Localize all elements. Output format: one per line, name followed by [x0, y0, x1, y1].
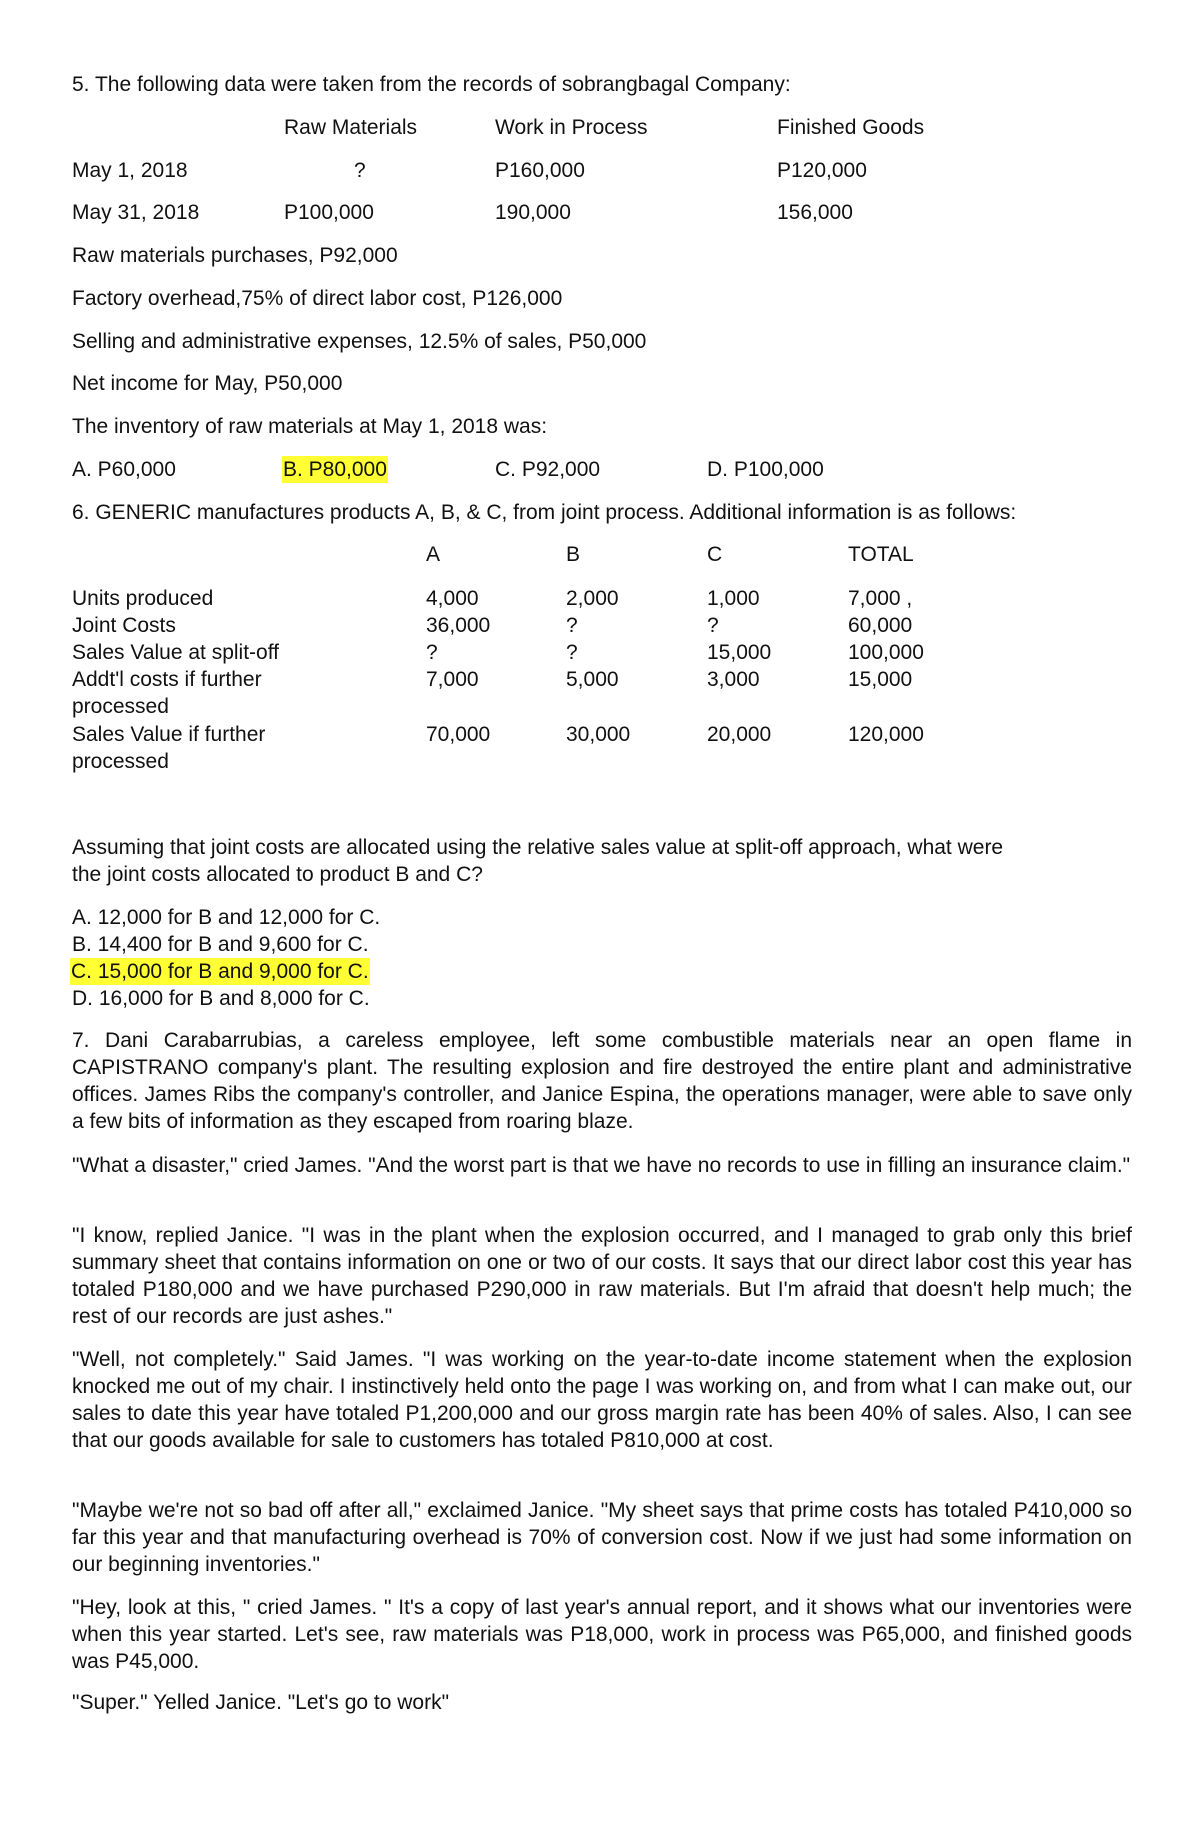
q7-paragraph: 7. Dani Carabarrubias, a careless employee, left some combustible materials near an open flame in CAPISTRANO company's plant. The resulting explosion and fire destroyed the entire plant and administrative offices. James Ribs the company's controller, and Janice Espina, the operations manager, were able to save only a few bits of information as they escaped from roaring blaze.: [72, 1029, 1132, 1133]
q6-cell: 60,000: [848, 614, 913, 637]
q5-row-label: May 31, 2018: [72, 201, 200, 224]
q5-cell: P120,000: [777, 159, 867, 182]
q6-cell: 3,000: [707, 668, 760, 691]
q6-cell: 120,000: [848, 723, 924, 746]
q6-question-line: Assuming that joint costs are allocated using the relative sales value at split-off approach, what were: [72, 836, 1004, 859]
q6-question-line: the joint costs allocated to product B and C?: [72, 863, 483, 886]
q6-cell: ?: [707, 614, 719, 637]
q5-cell: ?: [354, 159, 366, 182]
q6-cell: 4,000: [426, 587, 479, 610]
q6-cell: 5,000: [566, 668, 619, 691]
q5-intro: 5. The following data were taken from the records of sobrangbagal Company:: [72, 73, 791, 96]
q5-choice-b-highlighted: B. P80,000: [283, 458, 387, 481]
q6-cell: 15,000: [848, 668, 913, 691]
q6-choice-b: B. 14,400 for B and 9,600 for C.: [72, 933, 369, 956]
q6-header-b: B: [566, 543, 581, 566]
q6-cell: 15,000: [707, 641, 772, 664]
q6-intro: 6. GENERIC manufactures products A, B, & C, from joint process. Additional information is as follows:: [72, 501, 1017, 524]
q6-header-c: C: [707, 543, 723, 566]
q6-cell: 100,000: [848, 641, 924, 664]
q7-paragraph: "I know, replied Janice. "I was in the plant when the explosion occurred, and I managed to grab only this brief summary sheet that contains information on one or two of our costs. It says that our direct labor cost this year has totaled P180,000 and we have purchased P290,000 in raw materials. But I'm afraid that doesn't help much; the rest of our records are just ashes.": [72, 1224, 1132, 1328]
q6-choice-a: A. 12,000 for B and 12,000 for C.: [72, 906, 381, 929]
q5-cell: 190,000: [495, 201, 571, 224]
q7-paragraph: "Super." Yelled Janice. "Let's go to work": [72, 1691, 450, 1714]
q6-cell: 1,000: [707, 587, 760, 610]
q6-cell: 20,000: [707, 723, 772, 746]
q7-paragraph: "Hey, look at this, " cried James. " It's a copy of last year's annual report, and it shows what our inventories were when this year started. Let's see, raw materials was P18,000, work in process was P65,000, and finished goods was P45,000.: [72, 1596, 1132, 1673]
q5-row-label: May 1, 2018: [72, 159, 188, 182]
q6-row-label-cont: processed: [72, 695, 169, 718]
q5-choice-c: C. P92,000: [495, 458, 601, 481]
q5-cell: P160,000: [495, 159, 585, 182]
q6-row-label: Sales Value if further: [72, 723, 266, 746]
q5-question: The inventory of raw materials at May 1, 2018 was:: [72, 415, 548, 438]
q6-cell: ?: [566, 614, 578, 637]
q6-cell: ?: [566, 641, 578, 664]
q6-cell: 2,000: [566, 587, 619, 610]
q5-header-work-in-process: Work in Process: [495, 116, 648, 139]
q5-choice-d: D. P100,000: [707, 458, 824, 481]
q6-header-total: TOTAL: [848, 543, 914, 566]
q5-fact: Raw materials purchases, P92,000: [72, 244, 398, 267]
q6-header-a: A: [426, 543, 441, 566]
q6-row-label: Units produced: [72, 587, 214, 610]
q6-choice-c-highlighted: C. 15,000 for B and 9,000 for C.: [71, 960, 369, 983]
q5-fact: Net income for May, P50,000: [72, 372, 343, 395]
q5-fact: Selling and administrative expenses, 12.5% of sales, P50,000: [72, 330, 647, 353]
q6-row-label: Joint Costs: [72, 614, 176, 637]
q7-paragraph: "Maybe we're not so bad off after all," exclaimed Janice. "My sheet says that prime costs has totaled P410,000 so far this year and that manufacturing overhead is 70% of conversion cost. Now if we just had some information on our beginning inventories.": [72, 1499, 1132, 1576]
q5-fact: Factory overhead,75% of direct labor cost, P126,000: [72, 287, 563, 310]
q5-cell: P100,000: [284, 201, 374, 224]
q7-paragraph: "What a disaster," cried James. "And the worst part is that we have no records to use in filling an insurance claim.": [72, 1154, 1131, 1177]
q6-cell: ?: [426, 641, 438, 664]
q6-row-label-cont: processed: [72, 750, 169, 773]
q6-choice-d: D. 16,000 for B and 8,000 for C.: [72, 987, 370, 1010]
q6-row-label: Sales Value at split-off: [72, 641, 280, 664]
q5-cell: 156,000: [777, 201, 853, 224]
q7-paragraph: "Well, not completely." Said James. "I was working on the year-to-date income statement when the explosion knocked me out of my chair. I instinctively held onto the page I was working on, and from what I can make out, our sales to date this year have totaled P1,200,000 and our gross margin rate has been 40% of sales. Also, I can see that our goods available for sale to customers has totaled P810,000 at cost.: [72, 1348, 1132, 1452]
q6-cell: 36,000: [426, 614, 491, 637]
q6-cell: 30,000: [566, 723, 631, 746]
q6-cell: 70,000: [426, 723, 491, 746]
q6-cell: 7,000: [426, 668, 479, 691]
q5-header-finished-goods: Finished Goods: [777, 116, 925, 139]
q5-choice-a: A. P60,000: [72, 458, 176, 481]
q5-header-raw-materials: Raw Materials: [284, 116, 418, 139]
q6-row-label: Addt'l costs if further: [72, 668, 262, 691]
q6-cell: 7,000 ,: [848, 587, 913, 610]
